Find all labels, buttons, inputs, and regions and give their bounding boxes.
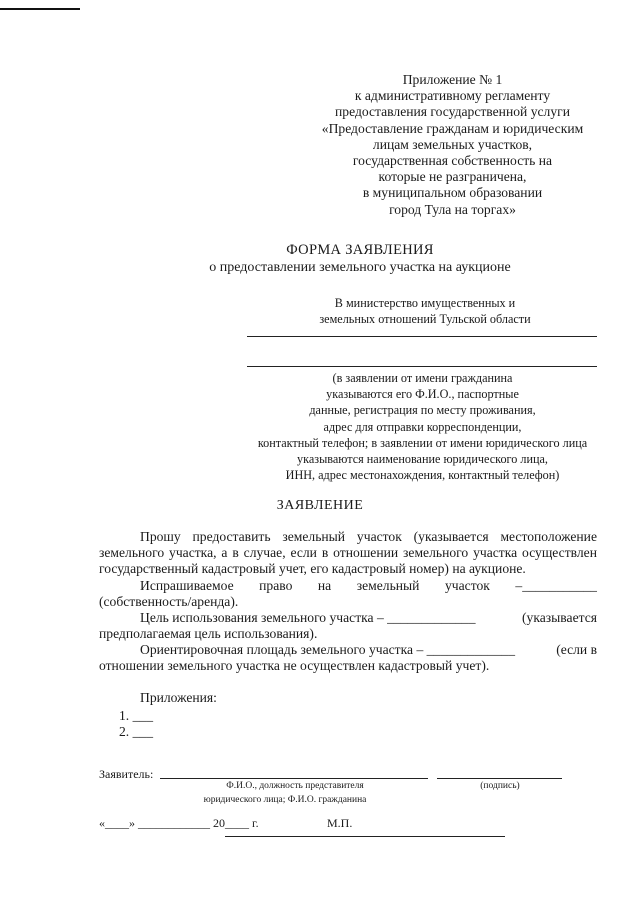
word: на	[317, 578, 332, 593]
corner-mark	[0, 8, 80, 10]
applicant-hint	[240, 370, 605, 483]
annex-line: город Тула на торгах»	[389, 201, 516, 217]
word: –___________	[515, 578, 597, 593]
statement-text: земельного участка, а в случае, если в отношении земельного участка осуществлен	[99, 545, 597, 560]
addressee-line: земельных отношений Тульской области	[319, 312, 531, 326]
date-line: «____» ____________ 20____ г.	[99, 816, 259, 830]
fio-caption: Ф.И.О., должность представителя	[226, 781, 364, 791]
statement-text: Прошу предоставить земельный участок (указывается местоположение	[140, 529, 597, 544]
annex-line: государственная собственность на	[352, 153, 553, 169]
applicant-blank-line	[247, 366, 597, 367]
addressee-line: В министерство имущественных и	[334, 296, 516, 310]
bottom-line	[225, 836, 505, 837]
annex-line: которые не разграничена,	[378, 169, 527, 185]
applicant-blank-line	[247, 336, 597, 337]
annex-line: в муниципальном образовании	[362, 185, 543, 201]
attachment-item: 1. ___	[119, 708, 153, 723]
area-right: (если в	[556, 642, 597, 657]
hint-line: контактный телефон; в заявлении от имени юридического лица	[257, 435, 588, 450]
hint-line: адрес для отправки корреспонденции,	[323, 419, 522, 434]
hint-line: указываются наименование юридического лица,	[297, 452, 548, 467]
annex-line: Приложение № 1	[402, 72, 503, 87]
hint-line: (в заявлении от имени гражданина	[332, 371, 513, 385]
statement-text: (собственность/аренда).	[99, 594, 239, 609]
annex-header	[300, 72, 605, 218]
purpose-row	[140, 610, 597, 626]
annex-line: предоставления государственной услуги	[335, 104, 570, 120]
statement-text: отношении земельного участка не осуществлен кадастровый учет).	[99, 658, 490, 673]
stamp-place: М.П.	[327, 816, 353, 830]
purpose-left: Цель использования земельного участка – _____________	[140, 610, 476, 625]
purpose-right: (указывается	[522, 610, 597, 625]
word: участок	[445, 578, 490, 593]
annex-line: «Предоставление гражданам и юридическим	[321, 120, 584, 136]
hint-line: данные, регистрация по месту проживания,	[309, 403, 536, 418]
word: право	[259, 578, 293, 593]
statement-text: государственный кадастровый учет, его кадастровый номер) на аукционе.	[99, 561, 526, 576]
attachments-label: Приложения:	[140, 690, 217, 705]
applicant-label: Заявитель:	[99, 767, 154, 781]
annex-line: лицам земельных участков,	[372, 136, 533, 152]
attachment-item: 2. ___	[119, 724, 153, 739]
right-requested-row	[140, 578, 597, 594]
form-title: ФОРМА ЗАЯВЛЕНИЯ	[286, 242, 434, 258]
area-row	[140, 642, 597, 658]
annex-line: к административному регламенту	[354, 88, 551, 104]
area-left: Ориентировочная площадь земельного участка – _____________	[140, 642, 515, 657]
form-subtitle: о предоставлении земельного участка на аукционе	[209, 260, 511, 275]
addressee	[290, 295, 560, 327]
signature-line	[437, 778, 562, 779]
hint-line: ИНН, адрес местонахождения, контактный телефон)	[285, 468, 560, 483]
statement-text: предполагаемая цель использования).	[99, 626, 318, 641]
hint-line: указываются его Ф.И.О., паспортные	[326, 387, 519, 402]
word: Испрашиваемое	[140, 578, 234, 593]
fio-line	[160, 778, 428, 779]
signature-caption: (подпись)	[480, 781, 520, 791]
fio-caption: юридического лица; Ф.И.О. гражданина	[203, 795, 367, 805]
word: земельный	[356, 578, 420, 593]
statement-title: ЗАЯВЛЕНИЕ	[276, 498, 364, 513]
